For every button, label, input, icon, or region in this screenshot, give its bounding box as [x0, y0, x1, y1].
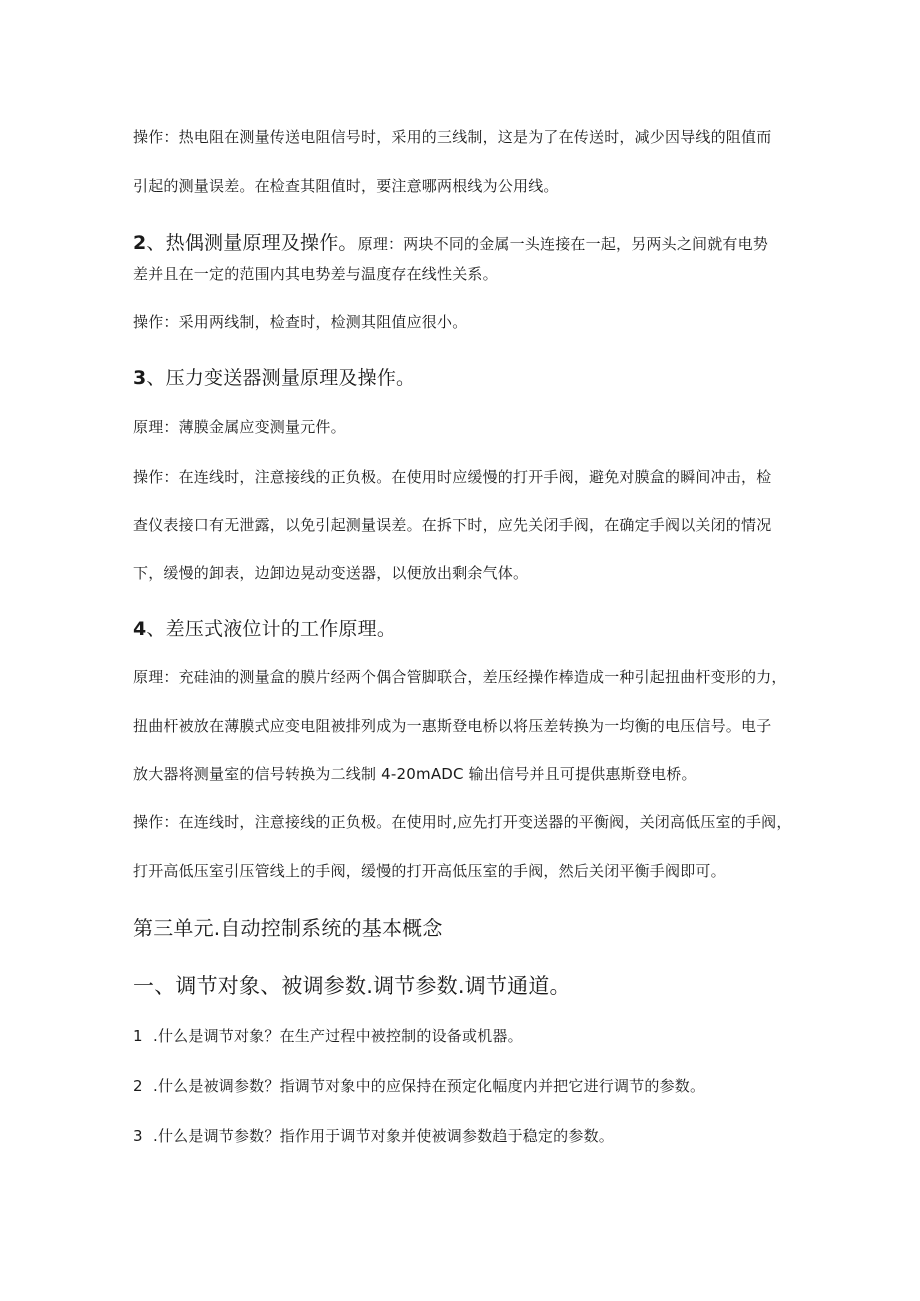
paragraph-line: 原理：薄膜金属应变测量元件。	[133, 418, 346, 436]
inline-paragraph: 原理：两块不同的金属一头连接在一起，另两头之间就有电势	[357, 235, 769, 253]
list-item-text: .什么是调节参数？指作用于调节对象并使被调参数趋于稳定的参数。	[153, 1127, 614, 1145]
heading-number: 2	[133, 232, 147, 254]
list-item-index: 3	[133, 1127, 143, 1145]
heading-text: 、热偶测量原理及操作。	[146, 232, 358, 254]
paragraph-line: 操作：在连线时，注意接线的正负极。在使用时,应先打开变送器的平衡阀，关闭高低压室的手阀，	[133, 813, 792, 831]
list-item-index: 2	[133, 1077, 143, 1095]
list-item-text: .什么是被调参数？指调节对象中的应保持在预定化幅度内并把它进行调节的参数。	[153, 1077, 706, 1095]
list-item	[133, 1026, 523, 1046]
section-title: 一、调节对象、被调参数.调节参数.调节通道。	[133, 974, 571, 998]
heading-text: 、差压式液位计的工作原理。	[146, 618, 397, 640]
paragraph-line: 引起的测量误差。在检查其阻值时，要注意哪两根线为公用线。	[133, 177, 559, 195]
unit-title: 第三单元.自动控制系统的基本概念	[133, 916, 443, 940]
paragraph-line: 操作：采用两线制，检查时，检测其阻值应很小。	[133, 313, 468, 331]
paragraph-line: 操作：热电阻在测量传送电阻信号时，采用的三线制，这是为了在传送时，减少因导线的阻值而	[133, 128, 772, 146]
heading-number: 4	[133, 618, 147, 640]
paragraph-line: 差并且在一定的范围内其电势差与温度存在线性关系。	[133, 265, 498, 283]
paragraph-line: 放大器将测量室的信号转换为二线制 4-20mADC 输出信号并且可提供惠斯登电桥。	[133, 765, 697, 783]
list-item	[133, 1076, 705, 1096]
paragraph-line: 查仪表接口有无泄露，以免引起测量误差。在拆下时，应先关闭手阀，在确定手阀以关闭的情况	[133, 516, 772, 534]
heading-number: 3	[133, 367, 147, 389]
heading-3	[133, 366, 415, 390]
paragraph-line: 扭曲杆被放在薄膜式应变电阻被排列成为一惠斯登电桥以将压差转换为一均衡的电压信号。电子	[133, 717, 772, 735]
paragraph-line: 打开高低压室引压管线上的手阀，缓慢的打开高低压室的手阀，然后关闭平衡手阀即可。	[133, 862, 726, 880]
heading-2	[133, 231, 768, 256]
list-item-index: 1	[133, 1027, 143, 1045]
paragraph-line: 下，缓慢的卸表，边卸边晃动变送器，以便放出剩余气体。	[133, 564, 529, 582]
list-item	[133, 1126, 614, 1146]
heading-text: 、压力变送器测量原理及操作。	[146, 367, 416, 389]
paragraph-line: 原理：充硅油的测量盒的膜片经两个偶合管脚联合，差压经操作棒造成一种引起扭曲杆变形的力，	[133, 668, 787, 686]
paragraph-line: 操作：在连线时，注意接线的正负极。在使用时应缓慢的打开手阀，避免对膜盒的瞬间冲击，检	[133, 468, 772, 486]
list-item-text: .什么是调节对象？在生产过程中被控制的设备或机器。	[153, 1027, 523, 1045]
heading-4	[133, 617, 396, 641]
